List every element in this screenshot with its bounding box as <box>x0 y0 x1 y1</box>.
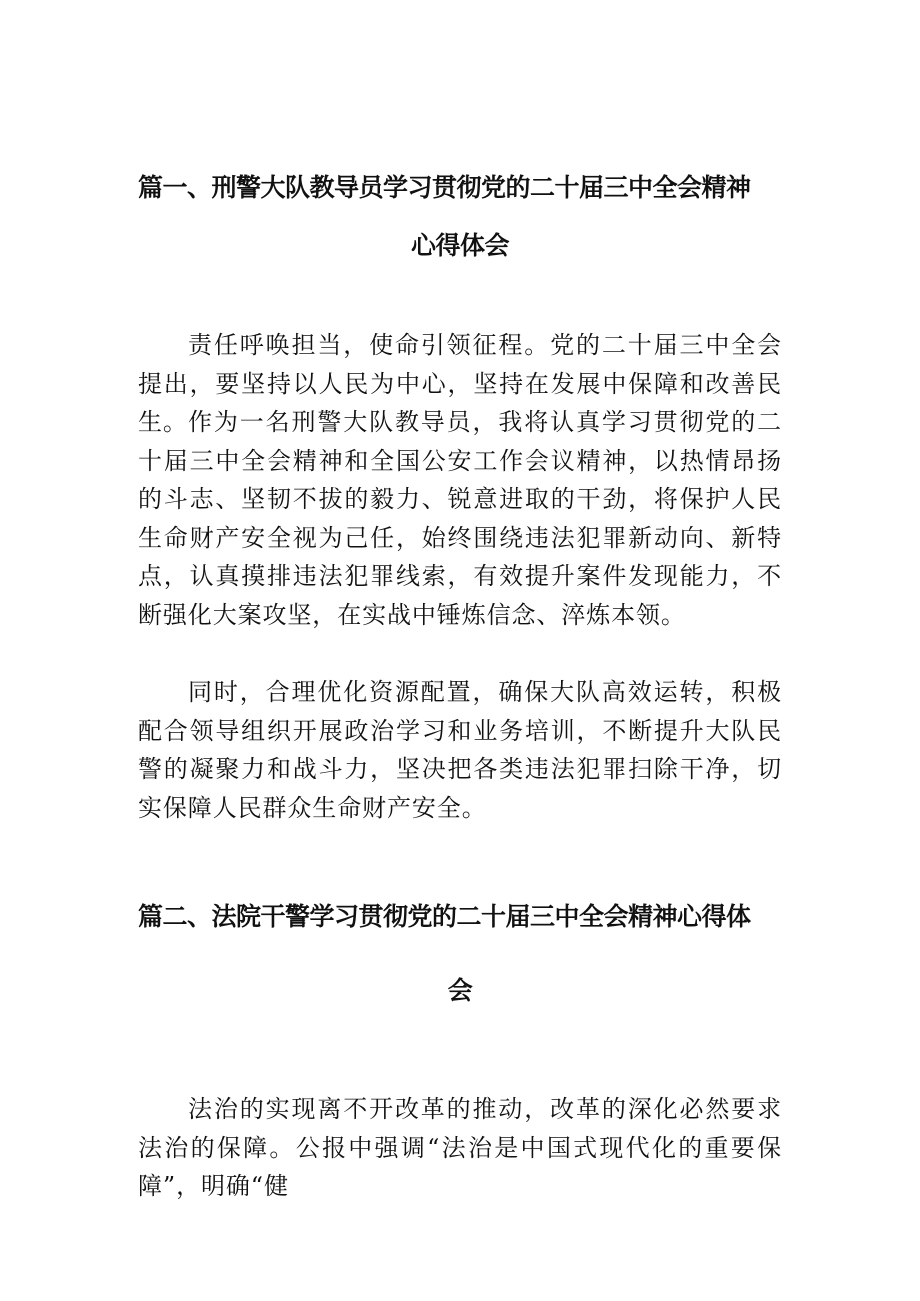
section1-title-line2: 心得体会 <box>410 231 509 260</box>
section2-title-line2: 会 <box>447 976 473 1005</box>
section1-title-line1: 篇一、刑警大队教导员学习贯彻党的二十届三中全会精神 <box>138 173 751 202</box>
section1-paragraph-2: 作为一名刑警大队教导员，我将认真学习贯彻党的二十届三中全会精神和全国公安工作会议精神，以热情昂扬的斗志、坚韧不拔的毅力、锐意进取的干劲，将保护人民生命财产安全视为己任，始终围绕违法犯罪新动向、新特点，认真摸排违法犯罪线索，有效提升案件发现能力，不断强化大案攻坚，在实战中锤炼信念、淬炼本领。 <box>138 408 782 629</box>
section1-paragraph-1: 责任呼唤担当，使命引领征程。党的二十届三中全会提出，要坚持以人民为中心，坚持在发展中保障和改善民生。 <box>138 331 782 436</box>
section1-paragraph-3: 同时，合理优化资源配置，确保大队高效运转，积极配合领导组织开展政治学习和业务培训，不断提升大队民警的凝聚力和战斗力，坚决把各类违法犯罪扫除干净，切实保障人民群众生命财产安全。 <box>138 678 782 822</box>
section2-paragraph-1: 法治的实现离不开改革的推动，改革的深化必然要求法治的保障。公报中强调“法治是中国式现代化的重要保障”，明确“健 <box>138 1095 782 1200</box>
section2-title-line1: 篇二、法院干警学习贯彻党的二十届三中全会精神心得体 <box>138 902 751 931</box>
